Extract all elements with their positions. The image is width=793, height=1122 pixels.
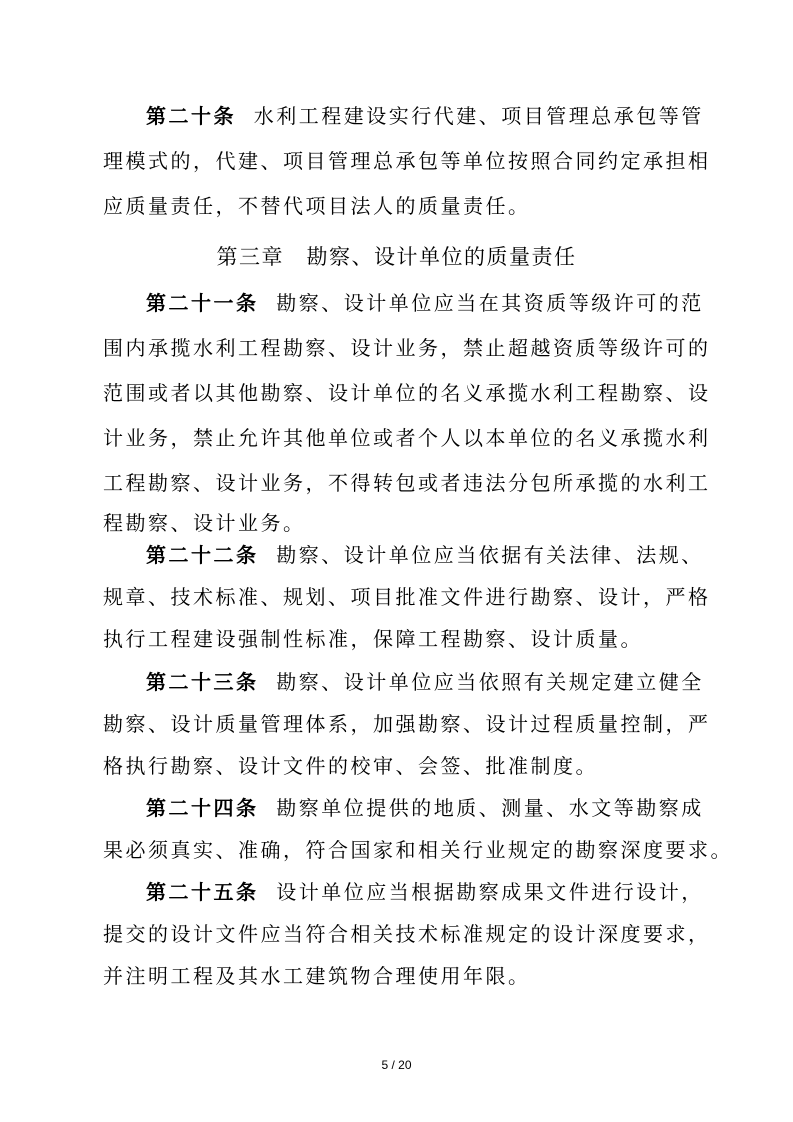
article-line: 勘察、设计质量管理体系，加强勘察、设计过程质量控制，严 bbox=[103, 712, 711, 736]
article-line: 理模式的，代建、项目管理总承包等单位按照合同约定承担相 bbox=[103, 149, 711, 173]
chapter-heading: 第三章 勘察、设计单位的质量责任 bbox=[216, 245, 577, 269]
article-line: 果必须真实、准确，符合国家和相关行业规定的勘察深度要求。 bbox=[103, 838, 733, 862]
article-text: 勘察、设计单位应当依据有关法律、法规、 bbox=[276, 543, 704, 567]
article-line: 规章、技术标准、规划、项目批准文件进行勘察、设计，严格 bbox=[103, 585, 711, 609]
article-line: 并注明工程及其水工建筑物合理使用年限。 bbox=[103, 964, 531, 988]
article-label: 第二十条 bbox=[146, 104, 236, 128]
article-line: 执行工程建设强制性标准，保障工程勘察、设计质量。 bbox=[103, 627, 643, 651]
article-text: 勘察、设计单位应当在其资质等级许可的范 bbox=[276, 291, 704, 315]
article-label: 第二十五条 bbox=[146, 880, 259, 904]
article-line: 计业务，禁止允许其他单位或者个人以本单位的名义承揽水利 bbox=[103, 426, 711, 450]
article-label: 第二十一条 bbox=[146, 291, 259, 315]
article-line: 应质量责任，不替代项目法人的质量责任。 bbox=[103, 194, 531, 218]
page-number: 5 / 20 bbox=[381, 1058, 412, 1072]
article-text: 勘察单位提供的地质、测量、水文等勘察成 bbox=[276, 796, 704, 820]
article-first-line bbox=[146, 793, 704, 823]
article-first-line bbox=[146, 540, 704, 570]
article-line: 格执行勘察、设计文件的校审、会签、批准制度。 bbox=[103, 754, 598, 778]
article-line: 工程勘察、设计业务，不得转包或者违法分包所承揽的水利工 bbox=[103, 471, 711, 495]
article-first-line bbox=[146, 877, 704, 907]
article-first-line bbox=[146, 667, 704, 697]
article-label: 第二十二条 bbox=[146, 543, 259, 567]
article-first-line bbox=[146, 101, 704, 131]
article-line: 围内承揽水利工程勘察、设计业务，禁止超越资质等级许可的 bbox=[103, 336, 711, 360]
article-text: 设计单位应当根据勘察成果文件进行设计， bbox=[276, 880, 704, 904]
article-line: 提交的设计文件应当符合相关技术标准规定的设计深度要求， bbox=[103, 922, 711, 946]
article-label: 第二十四条 bbox=[146, 796, 259, 820]
article-text: 水利工程建设实行代建、项目管理总承包等管 bbox=[253, 104, 704, 128]
article-text: 勘察、设计单位应当依照有关规定建立健全 bbox=[276, 670, 704, 694]
article-first-line bbox=[146, 288, 704, 318]
article-label: 第二十三条 bbox=[146, 670, 259, 694]
article-line: 程勘察、设计业务。 bbox=[103, 511, 306, 535]
article-line: 范围或者以其他勘察、设计单位的名义承揽水利工程勘察、设 bbox=[103, 381, 711, 405]
